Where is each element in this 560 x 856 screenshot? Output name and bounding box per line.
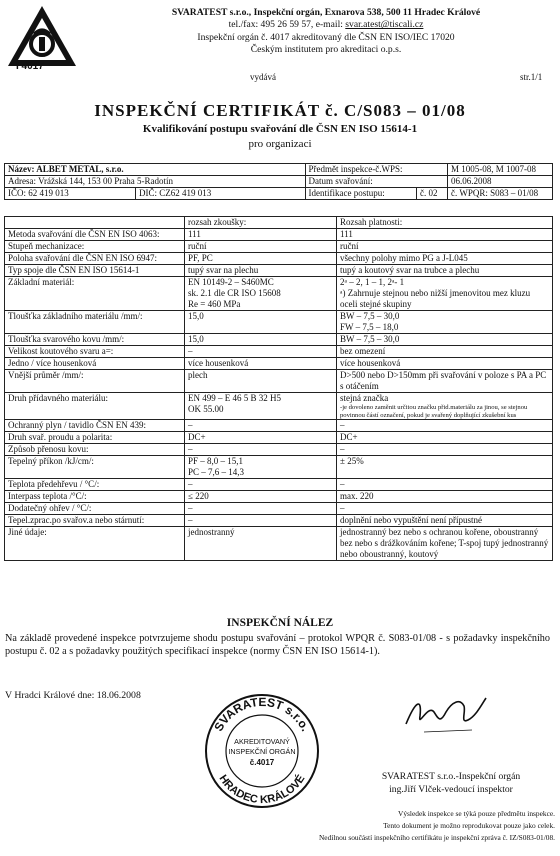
row-tested: ≤ 220 bbox=[185, 491, 337, 503]
stamp-line-1: AKREDITOVANÝ bbox=[234, 737, 290, 746]
table-header-row bbox=[5, 217, 553, 229]
row-tested: plech bbox=[185, 370, 337, 393]
company-ico: IČO: 62 419 013 bbox=[5, 188, 136, 200]
table-row bbox=[5, 515, 553, 527]
svg-text:SVARATEST s.r.o. bbox=[211, 695, 312, 734]
company-dic: DIČ: CZ62 419 013 bbox=[136, 188, 306, 200]
table-row bbox=[5, 346, 553, 358]
row-valid: max. 220 bbox=[337, 491, 553, 503]
row-valid: – bbox=[337, 503, 553, 515]
signature-icon bbox=[402, 694, 488, 736]
row-label: Stupeň mechanizace: bbox=[5, 241, 185, 253]
signer-line-1: SVARATEST s.r.o.-Inspekční orgán bbox=[381, 771, 521, 782]
row-label: Způsob přenosu kovu: bbox=[5, 444, 185, 456]
table-row bbox=[5, 334, 553, 346]
row-label: Tloušťka svarového kovu /mm/: bbox=[5, 334, 185, 346]
row-valid: – bbox=[337, 444, 553, 456]
logo-number: I 4017 bbox=[16, 61, 44, 72]
row-valid: více housenková bbox=[337, 358, 553, 370]
signer-line-2: ing.Jiří Vlček-vedoucí inspektor bbox=[389, 784, 513, 795]
row-valid: bez omezení bbox=[337, 346, 553, 358]
ident-no: č. 02 bbox=[417, 188, 448, 200]
table-row bbox=[5, 358, 553, 370]
header-line-3: Inspekční orgán č. 4017 akreditovaný dle ČSN EN ISO/IEC 17020 bbox=[197, 31, 455, 43]
row-label: Dodatečný ohřev / °C/: bbox=[5, 503, 185, 515]
finding-title: INSPEKČNÍ NÁLEZ bbox=[226, 617, 334, 629]
row-tested: více housenková bbox=[185, 358, 337, 370]
row-tested: – bbox=[185, 503, 337, 515]
official-stamp bbox=[203, 692, 321, 810]
wpqr-number: č. WPQR: S083 – 01/08 bbox=[448, 188, 553, 200]
parameters-table bbox=[4, 216, 553, 561]
row-label: Jedno / více housenková bbox=[5, 358, 185, 370]
table-row bbox=[5, 277, 553, 311]
table-row bbox=[5, 311, 553, 334]
row-tested: – bbox=[185, 515, 337, 527]
row-tested: 15,0 bbox=[185, 334, 337, 346]
certificate-subtitle-2: pro organizaci bbox=[248, 138, 312, 150]
header-block bbox=[98, 7, 554, 57]
footer-line-1: Výsledek inspekce se týká pouze předmětu inspekce. bbox=[398, 809, 555, 818]
row-tested: ruční bbox=[185, 241, 337, 253]
footer-line-3: Nedílnou součástí inspekčního certifikátu je inspekční zpráva č. IZ/S083-01/08. bbox=[318, 833, 555, 842]
row-label: Základní materiál: bbox=[5, 277, 185, 311]
certificate-subtitle: Kvalifikování postupu svařování dle ČSN EN ISO 15614-1 bbox=[142, 123, 418, 135]
footer-notes bbox=[250, 808, 555, 844]
col-valid: Rozsah platnosti: bbox=[337, 217, 553, 229]
table-row bbox=[5, 503, 553, 515]
company-name-cell: Název: ALBET METAL, s.r.o. bbox=[5, 164, 306, 176]
row-label: Teplota předehřevu / °C/: bbox=[5, 479, 185, 491]
row-valid: stejná značka -je dovoleno zaměnit určitou značku přid.materiálu za jinou, se stejnou povinnou částí označení, pokud je svařený doplňující zkušební kus bbox=[337, 393, 553, 420]
row-valid: BW – 7,5 – 30,0 FW – 7,5 – 18,0 bbox=[337, 311, 553, 334]
row-label: Interpass teplota /°C/: bbox=[5, 491, 185, 503]
stamp-line-3: č.4017 bbox=[249, 758, 275, 767]
header-line-1: SVARATEST s.r.o., Inspekční orgán, Exnarova 538, 500 11 Hradec Králové bbox=[171, 7, 481, 18]
company-address: Adresa: Vrážská 144, 153 00 Praha 5-Radotín bbox=[5, 176, 306, 188]
table-row bbox=[5, 456, 553, 479]
row-label: Druh přídavného materiálu: bbox=[5, 393, 185, 420]
row-label: Druh svař. proudu a polarita: bbox=[5, 432, 185, 444]
row-tested: 111 bbox=[185, 229, 337, 241]
row-tested: EN 499 – E 46 5 B 32 H5 OK 55.00 bbox=[185, 393, 337, 420]
svg-text:HRADEC KRÁLOVÉ bbox=[217, 772, 308, 806]
row-label: Ochranný plyn / tavidlo ČSN EN 439: bbox=[5, 420, 185, 432]
row-tested: EN 10149-2 – S460MC sk. 2.1 dle CR ISO 15608 Re = 460 MPa bbox=[185, 277, 337, 311]
subject-label: Předmět inspekce-č.WPS: bbox=[305, 164, 448, 176]
table-row bbox=[5, 253, 553, 265]
row-valid-note: -je dovoleno zaměnit určitou značku přid.materiálu za jinou, se stejnou povinnou částí označení, pokud je svařený doplňující zkušební kus bbox=[340, 404, 528, 419]
row-label: Typ spoje dle ČSN EN ISO 15614-1 bbox=[5, 265, 185, 277]
ident-label: Identifikace postupu: bbox=[305, 188, 417, 200]
subject-value: M 1005-08, M 1007-08 bbox=[448, 164, 553, 176]
row-tested: – bbox=[185, 479, 337, 491]
row-valid: – bbox=[337, 479, 553, 491]
footer-line-2: Tento dokument je možno reprodukovat pouze jako celek. bbox=[383, 821, 555, 830]
table-row bbox=[5, 479, 553, 491]
table-row bbox=[5, 370, 553, 393]
row-valid: 111 bbox=[337, 229, 553, 241]
certificate-title: INSPEKČNÍ CERTIFIKÁT č. C/S083 – 01/08 bbox=[94, 101, 466, 120]
table-row bbox=[5, 444, 553, 456]
row-valid: jednostranný bez nebo s ochranou kořene, oboustranný bez nebo s drážkováním kořene; T-spoj tupý jednostranný nebo oboustranný, koutový bbox=[337, 527, 553, 561]
row-label: Poloha svařování dle ČSN EN ISO 6947: bbox=[5, 253, 185, 265]
row-valid: doplnění nebo vypuštění není přípustné bbox=[337, 515, 553, 527]
table-row bbox=[5, 432, 553, 444]
row-label: Tepel.zprac.po svařov.a nebo stárnutí: bbox=[5, 515, 185, 527]
issued-label: vydává bbox=[250, 72, 276, 82]
row-label: Jiné údaje: bbox=[5, 527, 185, 561]
email-link[interactable]: svar.atest@tiscali.cz bbox=[345, 19, 424, 31]
row-valid: 2ᵃ – 2, 1 – 1, 2ᵃ- 1 ᵃ) Zahrnuje stejnou nebo nižší jmenovitou mez kluzu oceli stejné skupiny bbox=[337, 277, 553, 311]
row-tested: jednostranný bbox=[185, 527, 337, 561]
row-tested: – bbox=[185, 420, 337, 432]
row-tested: – bbox=[185, 444, 337, 456]
header-line-2: tel./fax: 495 26 59 57, e-mail: svar.atest@tiscali.cz bbox=[228, 19, 424, 31]
row-valid: tupý a koutový svar na trubce a plechu bbox=[337, 265, 553, 277]
row-valid: – bbox=[337, 420, 553, 432]
stamp-line-2: INSPEKČNÍ ORGÁN bbox=[228, 747, 296, 756]
row-label: Velikost koutového svaru a=: bbox=[5, 346, 185, 358]
row-tested: PF, PC bbox=[185, 253, 337, 265]
page-number: str.1/1 bbox=[520, 72, 543, 82]
row-tested: PF – 8,0 – 15,1 PC – 7,6 – 14,3 bbox=[185, 456, 337, 479]
header-line-4: Českým institutem pro akreditaci o.p.s. bbox=[250, 44, 402, 56]
signer-block bbox=[346, 770, 556, 796]
company-table bbox=[4, 163, 553, 200]
table-row bbox=[5, 420, 553, 432]
row-valid: DC+ bbox=[337, 432, 553, 444]
col-tested: rozsah zkoušky: bbox=[185, 217, 337, 229]
finding-text: Na základě provedené inspekce potvrzujeme shodu postupu svařování – protokol WPQR č. S083-01/08 - s požadavky inspekčního postupu č. 02 a s požadavky použitých specifikací inspekce (normy ČSN EN ISO 15614-1). bbox=[5, 633, 550, 657]
row-tested: tupý svar na plechu bbox=[185, 265, 337, 277]
row-tested: – bbox=[185, 346, 337, 358]
row-valid: BW – 7,5 – 30,0 bbox=[337, 334, 553, 346]
table-row bbox=[5, 527, 553, 561]
row-valid: ± 25% bbox=[337, 456, 553, 479]
row-label: Metoda svařování dle ČSN EN ISO 4063: bbox=[5, 229, 185, 241]
stamp-top-text: SVARATEST s.r.o. bbox=[211, 694, 313, 734]
date-value: 06.06.2008 bbox=[448, 176, 553, 188]
table-row bbox=[5, 393, 553, 420]
date-label: Datum svařování: bbox=[305, 176, 448, 188]
row-valid: ruční bbox=[337, 241, 553, 253]
row-label: Vnější průměr /mm/: bbox=[5, 370, 185, 393]
row-valid: všechny polohy mimo PG a J-L045 bbox=[337, 253, 553, 265]
table-row bbox=[5, 491, 553, 503]
stamp-bottom-text: HRADEC KRÁLOVÉ bbox=[216, 772, 308, 807]
table-row bbox=[5, 265, 553, 277]
row-label: Tloušťka základního materiálu /mm/: bbox=[5, 311, 185, 334]
row-tested: DC+ bbox=[185, 432, 337, 444]
row-tested: 15,0 bbox=[185, 311, 337, 334]
row-label: Tepelný příkon /kJ/cm/: bbox=[5, 456, 185, 479]
place-date: V Hradci Králové dne: 18.06.2008 bbox=[5, 690, 141, 701]
row-valid: D>500 nebo D>150mm při svařování v poloze s PA a PC s otáčením bbox=[337, 370, 553, 393]
table-row bbox=[5, 229, 553, 241]
table-row bbox=[5, 241, 553, 253]
